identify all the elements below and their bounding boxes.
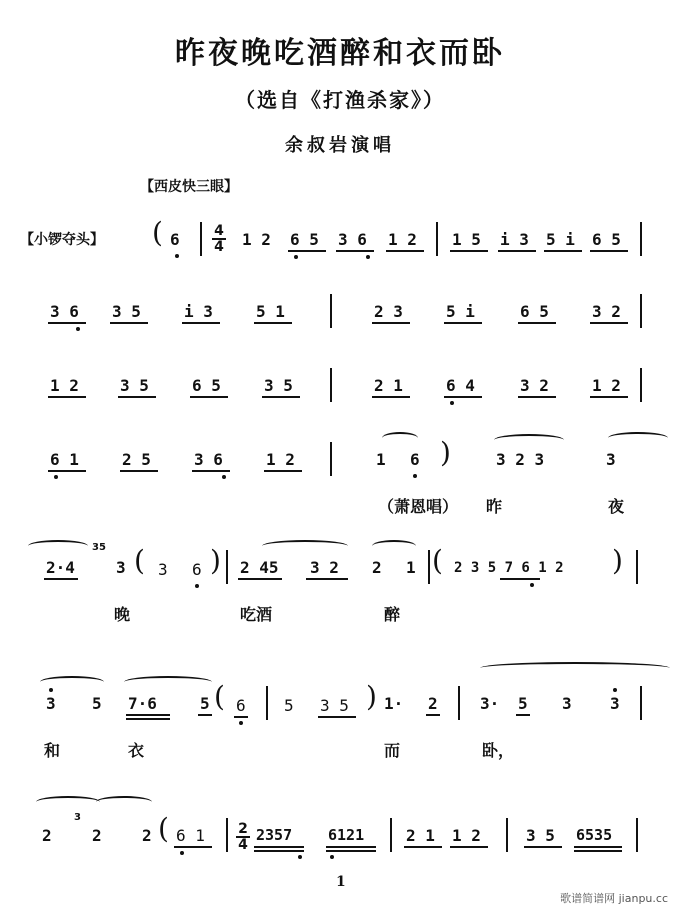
slur — [382, 432, 418, 444]
octave-dot — [413, 474, 417, 478]
slur — [262, 540, 348, 552]
note-group: 1 2 — [592, 376, 621, 395]
slur — [608, 432, 668, 444]
beam — [590, 396, 628, 398]
lyric: 醉 — [384, 605, 401, 624]
beam — [518, 396, 556, 398]
beam — [234, 716, 248, 718]
octave-dot — [294, 255, 298, 259]
beam — [386, 250, 424, 252]
note-group: 6 5 — [520, 302, 549, 321]
open-paren: ( — [432, 544, 443, 577]
note-group: 3 5 — [526, 826, 555, 845]
note-group: 2 1 — [374, 376, 403, 395]
grace-note: 35 — [92, 542, 106, 553]
intro-marking: 【小锣夺头】 — [20, 232, 104, 248]
note: 6 — [192, 560, 202, 579]
beam — [500, 578, 540, 580]
singer-credit: 余叔岩演唱 — [285, 135, 395, 156]
note-group: 3 2 — [310, 558, 339, 577]
note: 1· — [384, 694, 404, 713]
beam — [372, 322, 410, 324]
octave-dot — [613, 688, 617, 692]
note: 3 — [46, 694, 56, 713]
octave-dot — [195, 584, 199, 588]
note-group: 6 1 — [50, 450, 79, 469]
barline — [226, 550, 228, 584]
slur — [40, 676, 104, 688]
barline — [636, 550, 638, 584]
note-group: 2357 — [256, 826, 293, 844]
octave-dot — [298, 855, 302, 859]
note-group: 1 5 — [452, 230, 481, 249]
note-group: i 3 — [184, 302, 213, 321]
beam — [120, 470, 158, 472]
beam — [590, 322, 628, 324]
octave-dot — [76, 327, 80, 331]
open-paren: ( — [152, 216, 163, 249]
beam — [264, 470, 302, 472]
barline — [640, 222, 642, 256]
beam — [426, 714, 440, 716]
note-group: 3 6 — [50, 302, 79, 321]
barline — [266, 686, 268, 720]
beam — [498, 250, 536, 252]
beam — [182, 322, 220, 324]
octave-dot — [366, 255, 370, 259]
note-group: 3 6 — [338, 230, 367, 249]
beam — [198, 714, 212, 716]
note-group: i 3 — [500, 230, 529, 249]
score-line-6 — [0, 680, 680, 760]
tempo-marking: 【西皮快三眼】 — [140, 179, 238, 195]
slur — [96, 796, 152, 808]
barline — [390, 818, 392, 852]
lyric: 夜 — [608, 497, 625, 516]
slur — [372, 540, 416, 552]
note: 2 — [92, 826, 102, 845]
note-group: 2 3 — [374, 302, 403, 321]
grace-note: 3 — [74, 812, 81, 823]
note: 3 — [606, 450, 616, 469]
slur — [494, 434, 564, 446]
barline — [330, 294, 332, 328]
note-group: 5 i — [446, 302, 475, 321]
note-group: 1 2 — [266, 450, 295, 469]
lyric: 衣 — [128, 741, 145, 760]
note-group: 6 5 — [192, 376, 221, 395]
note-group: 3 5 — [120, 376, 149, 395]
note: 5 — [200, 694, 210, 713]
page-subtitle: （选自《打渔杀家》） — [235, 88, 445, 112]
slur — [28, 540, 88, 552]
barline — [640, 294, 642, 328]
note-group: 6 5 — [592, 230, 621, 249]
octave-dot — [330, 855, 334, 859]
note: 6 — [236, 696, 246, 715]
note-group: 2 45 — [240, 558, 279, 577]
beam — [404, 846, 442, 848]
beam — [126, 718, 170, 720]
note-group: 2 3 5 7 6 1 2 — [454, 560, 564, 576]
score-line-2 — [0, 296, 680, 356]
note-group: 6 5 — [290, 230, 319, 249]
beam — [126, 714, 170, 716]
lyric: 而 — [384, 741, 401, 760]
beam — [48, 470, 86, 472]
note: 3· — [480, 694, 500, 713]
note: 2 — [428, 694, 438, 713]
note-group: 6 1 — [176, 826, 205, 845]
note-group: 1 2 — [242, 230, 271, 249]
score-line-5 — [0, 542, 680, 624]
barline — [640, 368, 642, 402]
note-group: 3 6 — [194, 450, 223, 469]
open-paren: ( — [134, 544, 145, 577]
beam — [372, 396, 410, 398]
beam — [110, 322, 148, 324]
note: 5 — [284, 696, 294, 715]
slur — [36, 796, 100, 808]
close-paren: ) — [210, 544, 221, 577]
barline — [640, 686, 642, 720]
lyric: 昨 — [486, 497, 503, 516]
note-group: 1 2 — [50, 376, 79, 395]
barline — [226, 818, 228, 852]
barline — [200, 222, 202, 256]
time-signature: 4 4 — [212, 224, 226, 254]
slur — [124, 676, 212, 688]
barline — [428, 550, 430, 584]
score-line-1 — [0, 216, 680, 282]
beam — [48, 322, 86, 324]
beam — [118, 396, 156, 398]
beam — [544, 250, 582, 252]
note-group: 2·4 — [46, 558, 75, 577]
octave-dot — [180, 851, 184, 855]
note: 5 — [92, 694, 102, 713]
close-paren: ) — [612, 544, 623, 577]
page-title: 昨夜晚吃酒醉和衣而卧 — [175, 36, 505, 71]
note: 2 — [42, 826, 52, 845]
octave-dot — [450, 401, 454, 405]
note: 6 — [410, 450, 420, 469]
barline — [330, 368, 332, 402]
slur — [480, 662, 670, 674]
note-group: 2 1 — [406, 826, 435, 845]
score-line-7 — [0, 812, 680, 878]
note: 3 — [158, 560, 168, 579]
note-group: 6 — [170, 230, 180, 249]
note-group: 3 2 — [520, 376, 549, 395]
note-group: 1 2 — [388, 230, 417, 249]
lyric: 和 — [44, 741, 61, 760]
note-group: 6121 — [328, 826, 365, 844]
beam — [444, 396, 482, 398]
beam — [524, 846, 562, 848]
beam — [326, 846, 376, 848]
note-group: 3 2 3 — [496, 450, 545, 469]
time-signature: 2 4 — [236, 822, 250, 852]
note-group: 5 1 — [256, 302, 285, 321]
note: 3 — [610, 694, 620, 713]
open-paren: ( — [158, 812, 169, 845]
beam — [44, 578, 78, 580]
octave-dot — [239, 721, 243, 725]
beam — [574, 850, 622, 852]
octave-dot — [49, 688, 53, 692]
note-group: 6535 — [576, 826, 613, 844]
note-group: 3 5 — [112, 302, 141, 321]
barline — [458, 686, 460, 720]
note: 1 — [406, 558, 416, 577]
lyric: 卧， — [482, 741, 515, 760]
beam — [238, 578, 282, 580]
octave-dot — [222, 475, 226, 479]
beam — [450, 250, 488, 252]
barline — [636, 818, 638, 852]
score-line-4 — [0, 436, 680, 516]
beam — [590, 250, 628, 252]
note-group: 6 4 — [446, 376, 475, 395]
note: 5 — [518, 694, 528, 713]
note: 1 — [376, 450, 386, 469]
octave-dot — [175, 254, 179, 258]
note-group: 7·6 — [128, 694, 157, 713]
beam — [336, 250, 374, 252]
note-group: 2 5 — [122, 450, 151, 469]
lyric: 晚 — [114, 605, 131, 624]
beam — [254, 322, 292, 324]
beam — [318, 716, 356, 718]
score-line-3 — [0, 370, 680, 430]
note: 2 — [372, 558, 382, 577]
barline — [330, 442, 332, 476]
beam — [48, 396, 86, 398]
beam — [190, 396, 228, 398]
close-paren: ) — [366, 680, 377, 713]
singer-cue: （萧恩唱） — [378, 497, 459, 516]
page-number: 1 — [336, 874, 346, 890]
beam — [450, 846, 488, 848]
barline — [506, 818, 508, 852]
beam — [288, 250, 326, 252]
barline — [436, 222, 438, 256]
octave-dot — [54, 475, 58, 479]
beam — [516, 714, 530, 716]
beam — [174, 846, 212, 848]
note-group: 5 i — [546, 230, 575, 249]
beam — [518, 322, 556, 324]
note-group: 3 2 — [592, 302, 621, 321]
note: 3 — [562, 694, 572, 713]
note-group: 1 2 — [452, 826, 481, 845]
beam — [262, 396, 300, 398]
note: 3 — [116, 558, 126, 577]
beam — [306, 578, 348, 580]
beam — [254, 850, 304, 852]
note-group: 3 5 — [264, 376, 293, 395]
lyric: 吃酒 — [240, 605, 273, 624]
watermark: 歌谱简谱网 jianpu.cc — [560, 892, 668, 905]
beam — [574, 846, 622, 848]
close-paren: ) — [440, 436, 451, 469]
octave-dot — [530, 583, 534, 587]
open-paren: ( — [214, 680, 225, 713]
beam — [326, 850, 376, 852]
beam — [192, 470, 230, 472]
note: 2 — [142, 826, 152, 845]
beam — [444, 322, 482, 324]
beam — [254, 846, 304, 848]
note-group: 3 5 — [320, 696, 349, 715]
